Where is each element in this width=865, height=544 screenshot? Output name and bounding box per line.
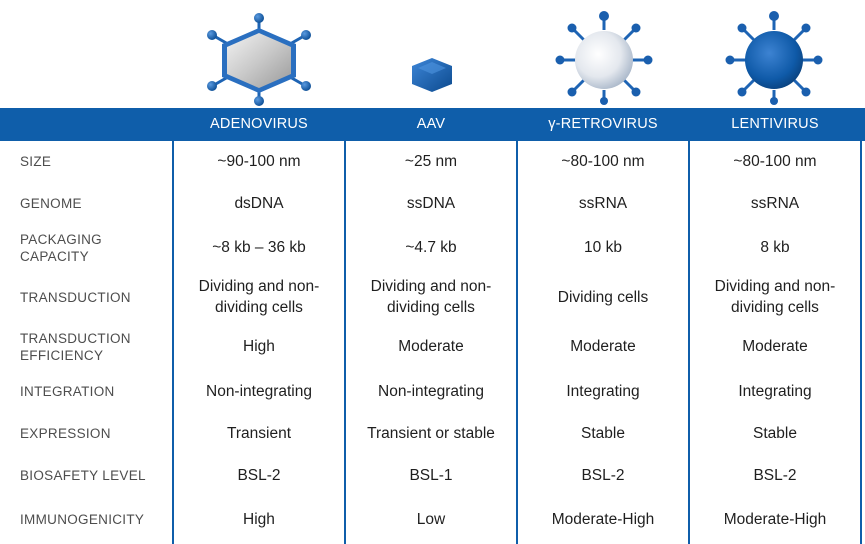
table-cell: BSL-2 — [237, 467, 281, 484]
table-row-integration — [0, 369, 865, 413]
row-label: SIZE — [20, 153, 52, 169]
column-header-aav: AAV — [416, 116, 446, 132]
table-cell: ssDNA — [406, 194, 456, 212]
table-cell: Dividing and non-dividing cells — [198, 278, 320, 316]
table-cell: Integrating — [738, 382, 812, 400]
table-row-transduction — [0, 270, 865, 324]
table-cell: ~90-100 nm — [217, 152, 301, 170]
table-cell: ssRNA — [750, 194, 800, 212]
table-cell: Moderate — [742, 338, 808, 355]
table-cell: ~80-100 nm — [733, 152, 817, 170]
table-row-expression — [0, 413, 865, 454]
row-label: BIOSAFETY LEVEL — [20, 468, 146, 483]
table-header — [0, 108, 865, 141]
table-cell: BSL-2 — [581, 467, 625, 484]
row-label: IMMUNOGENICITY — [20, 512, 145, 527]
table-cell: 10 kb — [584, 239, 622, 256]
row-label: TRANSDUCTION EFFICIENCY — [20, 330, 131, 363]
table-row-transduction-efficiency — [0, 324, 865, 369]
virus-icons-row — [0, 0, 865, 108]
table-cell: Integrating — [566, 382, 640, 400]
table-cell: Transient or stable — [367, 425, 495, 442]
row-label: PACKAGING CAPACITY — [20, 231, 102, 264]
table-cell: Dividing and non-dividing cells — [370, 278, 492, 316]
row-label: INTEGRATION — [20, 383, 115, 399]
table-cell: Moderate — [398, 338, 464, 355]
table-cell: BSL-2 — [753, 467, 797, 484]
row-label: EXPRESSION — [20, 426, 111, 441]
row-label: TRANSDUCTION — [20, 289, 131, 305]
table-cell: Moderate-High — [551, 511, 655, 528]
table-cell: Non-integrating — [378, 382, 484, 400]
table-cell: High — [243, 511, 275, 528]
adenovirus-icon — [200, 0, 318, 108]
table-cell: Non-integrating — [206, 382, 312, 400]
table-cell: Stable — [581, 425, 625, 442]
table-row-size — [0, 141, 865, 181]
table-row-immunogenicity — [0, 497, 865, 542]
aav-icon — [400, 0, 464, 108]
table-cell: Dividing and non-dividing cells — [714, 278, 836, 316]
table-cell: High — [243, 338, 275, 355]
table-cell: ~8 kb – 36 kb — [212, 239, 306, 256]
table-cell: 8 kb — [760, 239, 790, 256]
column-header-retrovirus: γ-RETROVIRUS — [548, 116, 658, 132]
row-label: GENOME — [20, 195, 82, 211]
table-cell: Dividing cells — [557, 288, 649, 306]
table-cell: Moderate-High — [723, 511, 827, 528]
table-cell: Low — [416, 511, 446, 528]
table-row-biosafety-level — [0, 454, 865, 497]
table-cell: dsDNA — [234, 194, 284, 212]
table-cell: Stable — [753, 425, 797, 442]
table-cell: ~4.7 kb — [405, 239, 457, 256]
table-cell: Moderate — [570, 338, 636, 355]
retrovirus-icon — [546, 0, 662, 108]
column-header-adenovirus: ADENOVIRUS — [210, 116, 308, 132]
lentivirus-icon — [716, 0, 832, 108]
table-row-genome — [0, 181, 865, 225]
table-cell: ~80-100 nm — [561, 152, 645, 170]
table-cell: BSL-1 — [409, 467, 453, 484]
table-cell: Transient — [226, 425, 292, 442]
table-row-packaging-capacity — [0, 225, 865, 270]
table-cell: ssRNA — [578, 194, 628, 212]
column-header-lentivirus: LENTIVIRUS — [731, 116, 819, 132]
table-cell: ~25 nm — [404, 152, 458, 170]
